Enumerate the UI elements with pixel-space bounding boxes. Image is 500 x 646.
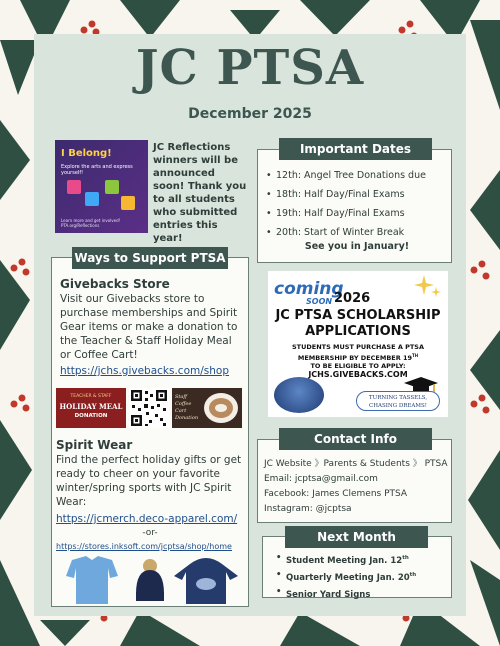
next-month-list	[276, 551, 446, 601]
sparkle-icon	[414, 275, 442, 299]
next-month-item-sup: th	[409, 571, 417, 578]
list-item: • 19th: Half Day/Final Exams	[264, 204, 449, 223]
reflections-flyer-image	[55, 140, 148, 233]
puzzle-piece-icon	[121, 196, 135, 210]
next-month-item-text: Student Meeting Jan. 12	[286, 555, 403, 566]
important-dates-list	[264, 166, 449, 242]
spirit-wear-link-inksoft[interactable]: https://stores.inksoft.com/jcptsa/shop/home	[56, 542, 232, 551]
qr-code-image	[129, 388, 169, 428]
list-item: • 20th: Start of Winter Break	[264, 223, 449, 242]
promo-line: Staff	[175, 394, 187, 400]
coffee-cart-donation-image	[172, 388, 242, 428]
contact-info-lines	[264, 457, 454, 517]
scholarship-coming: coming	[274, 279, 344, 299]
next-month-item-text: Senior Yard Signs	[286, 589, 371, 600]
next-month-item-sup: th	[402, 555, 409, 561]
reflections-flyer-heading: I Belong!	[61, 148, 112, 159]
list-item: • 12th: Angel Tree Donations due	[264, 166, 449, 185]
scholarship-note-line3: TO BE ELIGIBLE TO APPLY:	[310, 362, 406, 371]
spirit-wear-title: Spirit Wear	[56, 438, 133, 452]
scholarship-title-line2: APPLICATIONS	[305, 324, 411, 339]
newsletter-title: JC PTSA	[135, 40, 365, 96]
promo-line: Donation	[175, 415, 199, 421]
next-month-header: Next Month	[285, 526, 428, 548]
holiday-meal-donation-image	[56, 388, 126, 428]
list-item	[276, 551, 446, 568]
scholarship-ribbon-line2: CHASING DREAMS!	[368, 403, 428, 409]
contact-instagram: Instagram: @jcptsa	[264, 504, 352, 514]
promo-line: Cart	[175, 408, 187, 414]
ways-to-support-header: Ways to Support PTSA	[72, 247, 228, 269]
spirit-wear-or: -or-	[142, 528, 158, 538]
contact-website: JC Website 》Parents & Students 》 PTSA	[264, 459, 448, 469]
givebacks-title: Givebacks Store	[60, 277, 170, 291]
puzzle-piece-icon	[85, 192, 99, 206]
scholarship-year: 2026	[334, 291, 371, 306]
list-item	[276, 568, 446, 585]
scholarship-ribbon	[356, 391, 440, 411]
contact-email: Email: jcptsa@gmail.com	[264, 474, 378, 484]
scholarship-note-line1: STUDENTS MUST PURCHASE A PTSA	[291, 343, 425, 351]
reflections-announcement: JC Reflections winners will be announced soon! Thank you to all students who submitted entries this year!	[153, 142, 247, 244]
contact-facebook: Facebook: James Clemens PTSA	[264, 489, 408, 499]
reflections-flyer-sub: Explore the arts and express yourself!	[61, 164, 133, 176]
scholarship-title-line1: JC PTSA SCHOLARSHIP	[275, 308, 441, 323]
givebacks-link[interactable]: https://jchs.givebacks.com/shop	[60, 365, 229, 377]
puzzle-piece-icon	[105, 180, 119, 194]
promo-line: DONATION	[74, 413, 108, 419]
promo-line: TEACHER & STAFF	[70, 394, 112, 399]
list-item: • 18th: Half Day/Final Exams	[264, 185, 449, 204]
spirit-wear-text: Find the perfect holiday gifts or get ready to cheer on your favorite winter/spring sports with JC Spirit Wear:	[56, 454, 242, 508]
sweatshirt-icon	[66, 556, 118, 604]
scholarship-note-date: MEMBERSHIP BY DECEMBER 19	[297, 353, 413, 362]
scholarship-site: JCHS.GIVEBACKS.COM	[308, 370, 408, 379]
coffee-cup-icon	[202, 391, 240, 425]
important-dates-header: Important Dates	[279, 138, 432, 160]
promo-line: HOLIDAY MEAL	[59, 402, 123, 411]
scholarship-note-line2	[278, 352, 438, 363]
next-month-item-text: Quarterly Meeting Jan. 20	[286, 572, 410, 583]
contact-info-header: Contact Info	[279, 428, 432, 450]
spirit-wear-link-deco[interactable]: https://jcmerch.deco-apparel.com/	[56, 513, 238, 525]
newsletter-month: December 2025	[188, 106, 312, 122]
promo-line: Coffee	[175, 401, 192, 407]
important-dates-footer: See you in January!	[304, 241, 410, 252]
graduation-crowd-image	[274, 377, 324, 413]
givebacks-text: Visit our Givebacks store to purchase memberships and Spirit Gear items or make a donation to the Teacher & Staff Holiday Meal or Coffee Cart!	[60, 293, 238, 361]
list-item	[276, 585, 446, 602]
puzzle-piece-icon	[67, 180, 81, 194]
scholarship-flyer	[268, 271, 448, 417]
beanie-icon	[136, 559, 164, 601]
scholarship-note-sup: TH	[412, 352, 419, 358]
reflections-flyer-footer: Learn more and get involved! PTA.org/Reflections	[61, 218, 121, 228]
spirit-wear-products-image	[60, 554, 244, 606]
scholarship-soon: SOON	[306, 297, 333, 306]
hoodie-icon	[174, 558, 238, 604]
scholarship-eligibility-note	[278, 343, 438, 371]
scholarship-ribbon-line1: TURNING TASSELS,	[368, 395, 428, 401]
